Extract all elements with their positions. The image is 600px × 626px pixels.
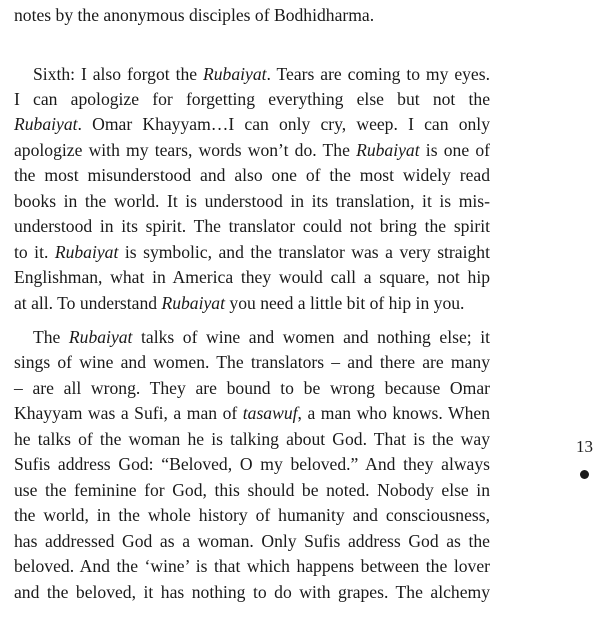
text-span: talks of wine and women and nothing else; it: [132, 327, 490, 347]
text-line: [14, 267, 490, 287]
text-span: apologize with my tears, words won’t do. The: [14, 140, 357, 160]
text-span: at all. To understand: [14, 293, 162, 313]
text-span: use the feminine for God, this should be noted. Nobody else in: [14, 480, 490, 500]
text-span: is one of: [419, 140, 490, 160]
text-line: [14, 505, 490, 525]
text-line: [14, 216, 490, 236]
text-line: [14, 242, 490, 262]
text-span: to it.: [14, 242, 55, 262]
text-line: [14, 454, 490, 474]
text-span: the world, in the whole history of humanity and consciousness,: [14, 505, 490, 525]
text-span: Khayyam was a Sufi, a man of: [14, 403, 243, 423]
italic-text: Rubaiyat: [161, 293, 225, 313]
text-span: Englishman, what in America they would call a square, not hip: [14, 267, 490, 287]
text-line: [14, 403, 490, 423]
text-span: he talks of the woman he is talking about God. That is the way: [14, 429, 490, 449]
text-line: [14, 352, 490, 372]
text-span: . Omar Khayyam…I can only cry, weep. I can only: [77, 114, 490, 134]
text-line: [33, 327, 490, 347]
text-span: has addressed God as a woman. Only Sufis address God as the: [14, 531, 490, 551]
italic-text: Rubaiyat: [14, 114, 78, 134]
text-span: , a man who knows. When: [297, 403, 490, 423]
italic-text: Rubaiyat: [54, 242, 119, 262]
text-line: [14, 191, 490, 211]
text-span: notes by the anonymous disciples of Bodhidharma.: [14, 5, 375, 25]
page-marker-dot: [580, 470, 589, 479]
text-line: [33, 64, 490, 84]
text-line: [14, 429, 490, 449]
page-number: 13: [576, 437, 593, 456]
text-line: [14, 480, 490, 500]
text-line: [14, 5, 490, 25]
text-span: you need a little bit of hip in you.: [225, 293, 465, 313]
text-span: books in the world. It is understood in its translation, it is mis-: [14, 191, 490, 211]
text-span: . Tears are coming to my eyes.: [266, 64, 490, 84]
text-line: [14, 556, 490, 576]
text-span: Sixth: I also forgot the: [33, 64, 203, 84]
text-line: [14, 89, 490, 109]
text-line: [14, 165, 490, 185]
text-span: Sufis address God: “Beloved, O my beloved.” And they always: [14, 454, 490, 474]
text-span: the most misunderstood and also one of the most widely read: [14, 165, 490, 185]
italic-text: tasawuf: [242, 403, 298, 423]
italic-text: Rubaiyat: [68, 327, 133, 347]
text-span: – are all wrong. They are bound to be wrong because Omar: [14, 378, 490, 398]
text-line: [14, 531, 490, 551]
italic-text: Rubaiyat: [356, 140, 420, 160]
italic-text: Rubaiyat: [202, 64, 267, 84]
text-line: [14, 293, 490, 313]
text-span: sings of wine and women. The translators – and there are many: [14, 352, 490, 372]
text-span: and the beloved, it has nothing to do with grapes. The alchemy: [14, 582, 490, 602]
text-span: is symbolic, and the translator was a very straight: [118, 242, 490, 262]
text-span: The: [33, 327, 69, 347]
text-span: I can apologize for forgetting everything else but not the: [14, 89, 490, 109]
text-span: beloved. And the ‘wine’ is that which happens between the lover: [14, 556, 490, 576]
text-line: [14, 378, 490, 398]
text-line: [14, 114, 490, 134]
text-span: understood in its spirit. The translator could not bring the spirit: [14, 216, 490, 236]
text-line: [14, 582, 490, 602]
text-line: [14, 140, 490, 160]
